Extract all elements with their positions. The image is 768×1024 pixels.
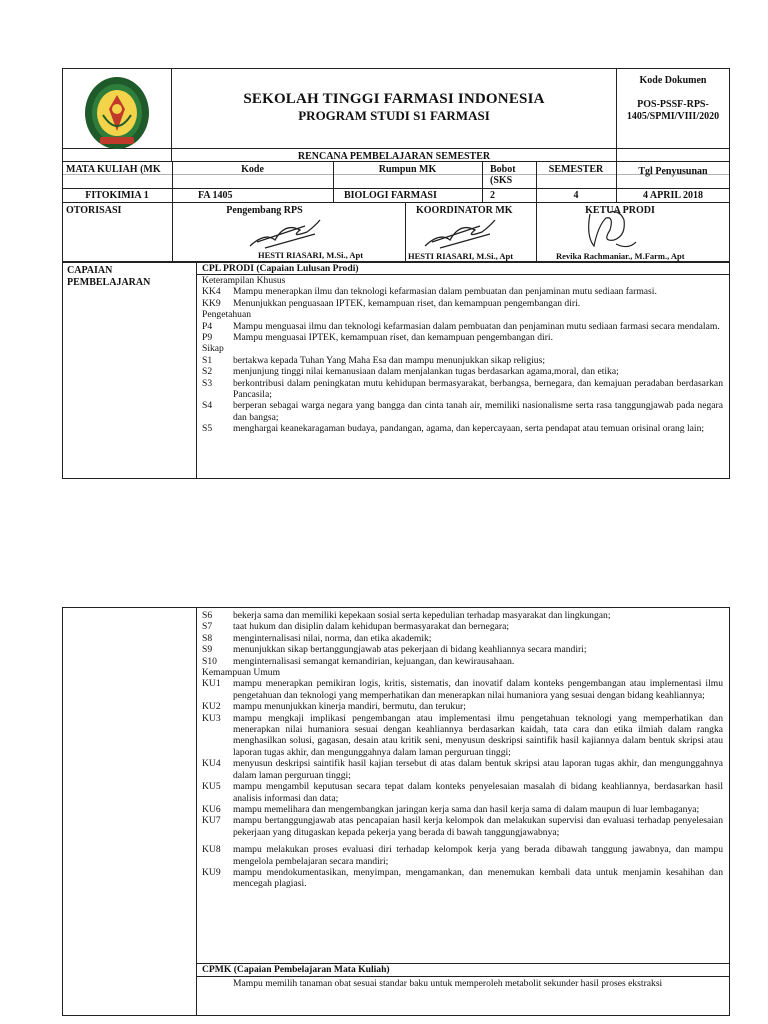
value-tgl: 4 APRIL 2018 bbox=[642, 190, 703, 201]
col-bobot: Bobot (SKS bbox=[490, 164, 516, 186]
cpl-item bbox=[202, 781, 723, 804]
value-rumpun: BIOLOGI FARMASI bbox=[344, 190, 437, 201]
cpl-item-code: S5 bbox=[202, 423, 213, 435]
cpl-item-text: mampu mengkaji implikasi pengembangan atau implementasi ilmu pengetahuan teknologi yang memperhatikan dan menerapkan nilai humaniora sesuai dengan keahliannya berdasarkan kaidah, tata cara dan etika ilmiah dalam rangka menghasilkan solusi, gagasan, desain atau kritik seni, menyusun deskripsi saintifik hasil kajiannya dalam bentuk skripsi atau laporan tugas akhir, dan mengunggahnya dalam laman perguruan tinggi; bbox=[233, 712, 723, 758]
cpl-item-text: mampu mengambil keputusan secara tepat dalam konteks penyelesaian masalah di bidang keahliannya, berdasarkan hasil analisis informasi dan data; bbox=[233, 781, 723, 804]
signature-kaprodi bbox=[580, 206, 640, 256]
cpl-item-code: S10 bbox=[202, 655, 217, 667]
value-kode: FA 1405 bbox=[198, 190, 233, 201]
cpl-item-code: S2 bbox=[202, 366, 213, 378]
cpl-item-text: mampu memelihara dan mengembangkan jaringan kerja sama dan hasil kerja sama di dalam maupun di luar lembaganya; bbox=[233, 803, 700, 815]
cpl-item-code: KU6 bbox=[202, 803, 221, 815]
cpl-item bbox=[202, 321, 723, 332]
kaprodi-name: Revika Rachmaniar., M.Farm., Apt bbox=[556, 251, 685, 261]
cpl-item bbox=[202, 355, 723, 366]
kaprodi-label: KETUA PRODI bbox=[585, 205, 655, 216]
cpl-item-text: menghargai keanekaragaman budaya, pandangan, agama, dan kepercayaan, serta pendapat atau temuan orisinal orang lain; bbox=[233, 423, 705, 435]
cpl-item bbox=[202, 423, 723, 434]
cpmk-text: Mampu memilih tanaman obat sesuai standar baku untuk memperoleh metabolit sekunder hasil proses ekstraksi bbox=[233, 978, 663, 989]
cpl-item-text: Mampu menerapkan ilmu dan teknologi kefarmasian dalam pembuatan dan penjaminan mutu sediaan farmasi. bbox=[233, 286, 657, 298]
cpl-item bbox=[202, 633, 723, 644]
col-mata-kuliah: MATA KULIAH (MK bbox=[66, 164, 161, 175]
cpl-section-heading: Kemampuan Umum bbox=[202, 667, 281, 679]
cpl-content-continued bbox=[202, 610, 723, 890]
cpl-item-code: S4 bbox=[202, 400, 213, 412]
value-semester: 4 bbox=[573, 190, 579, 201]
cpl-item bbox=[202, 758, 723, 781]
capaian-table-continued bbox=[62, 607, 730, 1016]
cpl-item bbox=[202, 678, 723, 701]
cpl-item-text: menunjukkan sikap bertanggungjawab atas pekerjaan di bidang keahliannya secara mandiri; bbox=[233, 644, 587, 656]
cpl-item bbox=[202, 400, 723, 423]
institution-logo bbox=[70, 75, 164, 151]
value-mata-kuliah: FITOKIMIA 1 bbox=[85, 190, 149, 201]
school-name: SEKOLAH TINGGI FARMASI INDONESIA bbox=[243, 91, 545, 107]
signature-koordinator bbox=[420, 212, 500, 252]
cpl-item-text: bekerja sama dan memiliki kepekaan sosial serta kepedulian terhadap masyarakat dan lingkungan; bbox=[233, 610, 611, 621]
otorisasi-label: OTORISASI bbox=[66, 205, 122, 216]
cpl-item-text: menjunjung tinggi nilai kemanusiaan dalam menjalankan tugas berdasarkan agama,moral, dan etika; bbox=[233, 366, 619, 378]
cpmk-title: CPMK (Capaian Pembelajaran Mata Kuliah) bbox=[202, 964, 390, 975]
col-kode: Kode bbox=[241, 164, 264, 175]
cpl-item bbox=[202, 332, 723, 343]
cpl-item-text: Mampu menguasai IPTEK, kemampuan riset, dan kemampuan pengembangan diri. bbox=[233, 332, 553, 344]
cpl-item-code: P4 bbox=[202, 320, 213, 332]
cpl-item-code: KU9 bbox=[202, 866, 221, 878]
cpl-item-code: S1 bbox=[202, 354, 213, 366]
cpl-item bbox=[202, 610, 723, 621]
cpl-item bbox=[202, 844, 723, 867]
koordinator-name: HESTI RIASARI, M.Si., Apt bbox=[408, 251, 514, 261]
capaian-label: CAPAIAN PEMBELAJARAN bbox=[67, 265, 151, 288]
col-rumpun: Rumpun MK bbox=[378, 164, 437, 175]
col-semester: SEMESTER bbox=[548, 164, 604, 175]
cpl-item-code: KK4 bbox=[202, 286, 221, 298]
cpl-item-code: KU8 bbox=[202, 844, 221, 856]
cpl-item-text: mampu menunjukkan kinerja mandiri, bermutu, dan terukur; bbox=[233, 701, 466, 713]
cpl-item-code: KU1 bbox=[202, 678, 221, 690]
col-tgl: Tgl Penyusunan bbox=[638, 166, 708, 177]
cpl-item-code: S9 bbox=[202, 644, 213, 656]
cpl-item-code: S6 bbox=[202, 610, 213, 621]
cpl-item bbox=[202, 656, 723, 667]
cpl-item-text: mampu melakukan proses evaluasi diri terhadap kelompok kerja yang berada dibawah tanggung jawabnya, dan mampu mengelola pembelajaran secara mandiri; bbox=[233, 844, 723, 867]
cpl-item-text: mampu mendokumentasikan, menyimpan, mengamankan, dan menemukan kembali data untuk menjamin kesahihan dan mencegah plagiasi. bbox=[233, 866, 723, 890]
cpl-item bbox=[202, 621, 723, 632]
rps-title: RENCANA PEMBELAJARAN SEMESTER bbox=[297, 151, 491, 162]
cpl-title: CPL PRODI (Capaian Lulusan Prodi) bbox=[202, 263, 359, 274]
doc-code-label: Kode Dokumen bbox=[639, 75, 707, 86]
program-name: PROGRAM STUDI S1 FARMASI bbox=[298, 108, 490, 123]
cpl-item-text: menyusun deskripsi saintifik hasil kajian tersebut di atas dalam bentuk skripsi atau laporan tugas akhir, dan mengunggahnya dalam laman perguruan tinggi; bbox=[233, 758, 723, 781]
cpl-item bbox=[202, 644, 723, 655]
cpl-item bbox=[202, 366, 723, 377]
cpl-item bbox=[202, 804, 723, 815]
cpl-item-text: mampu menerapkan pemikiran logis, kritis, sistematis, dan inovatif dalam konteks pengembangan atau implementasi ilmu pengetahuan dan teknologi yang memperhatikan dan menerapkan nilai humaniora yang sesuai dengan bidang keahliannya; bbox=[233, 678, 723, 701]
cpl-item bbox=[202, 713, 723, 759]
cpl-item-code: KU2 bbox=[202, 701, 221, 713]
cpl-item bbox=[202, 815, 723, 838]
cpl-item-text: berkontribusi dalam peningkatan mutu kehidupan bermasyarakat, berbangsa, bernegara, dan kemajuan peradaban berdasarkan Pancasila; bbox=[233, 377, 723, 401]
cpl-item-code: S7 bbox=[202, 621, 213, 633]
cpl-item-code: KU7 bbox=[202, 815, 221, 827]
cpl-item-code: P9 bbox=[202, 332, 213, 344]
cpl-item-text: Mampu menguasai ilmu dan teknologi kefarmasian dalam pembuatan dan penjaminan mutu sediaan farmasi secara mendalam. bbox=[233, 320, 720, 332]
pengembang-label: Pengembang RPS bbox=[226, 205, 303, 216]
cpl-item-text: mampu bertanggungjawab atas pencapaian hasil kerja kelompok dan melakukan supervisi dan evaluasi terhadap penyelesaian pekerjaan yang ditugaskan kepada pekerja yang berada di bawah tanggungjawabnya; bbox=[233, 815, 723, 838]
cpl-item-code: KU3 bbox=[202, 712, 221, 724]
cpl-item bbox=[202, 298, 723, 309]
koordinator-label: KOORDINATOR MK bbox=[416, 205, 513, 216]
cpl-item-code: S8 bbox=[202, 632, 213, 644]
cpl-section-heading: Sikap bbox=[202, 343, 224, 355]
cpl-item-text: menginternalisasi nilai, norma, dan etika akademik; bbox=[233, 632, 432, 644]
cpl-item-code: KK9 bbox=[202, 297, 221, 309]
cpl-section-heading: Pengetahuan bbox=[202, 309, 252, 321]
cpl-item-code: KU5 bbox=[202, 781, 221, 793]
cpl-item bbox=[202, 378, 723, 401]
cpl-item-text: menginternalisasi semangat kemandirian, kejuangan, dan kewirausahaan. bbox=[233, 655, 515, 667]
cpl-item bbox=[202, 701, 723, 712]
cpl-item-code: KU4 bbox=[202, 758, 221, 770]
cpl-item-text: bertakwa kepada Tuhan Yang Maha Esa dan mampu menunjukkan sikap religius; bbox=[233, 354, 546, 366]
cpl-item bbox=[202, 286, 723, 297]
cpl-item-text: taat hukum dan disiplin dalam kehidupan bermasyarakat dan bernegara; bbox=[233, 621, 509, 633]
capaian-table bbox=[62, 262, 730, 479]
cpl-item bbox=[202, 867, 723, 890]
cpl-section-heading: Keterampilan Khusus bbox=[202, 275, 286, 286]
cpl-item-text: berperan sebagai warga negara yang bangga dan cinta tanah air, memiliki nasionalisme serta rasa tanggungjawab pada negara dan bangsa; bbox=[233, 400, 723, 423]
cpl-item-text: Menunjukkan penguasaan IPTEK, kemampuan riset, dan kemampuan pengembangan diri. bbox=[233, 297, 581, 309]
cpl-content bbox=[202, 275, 723, 435]
doc-code-value: POS-PSSF-RPS-1405/SPMI/VIII/2020 bbox=[626, 99, 720, 122]
signature-pengembang bbox=[245, 212, 325, 252]
pengembang-name: HESTI RIASARI, M.Si., Apt bbox=[258, 250, 364, 260]
cpl-item-code: S3 bbox=[202, 377, 213, 389]
value-bobot: 2 bbox=[490, 190, 495, 201]
